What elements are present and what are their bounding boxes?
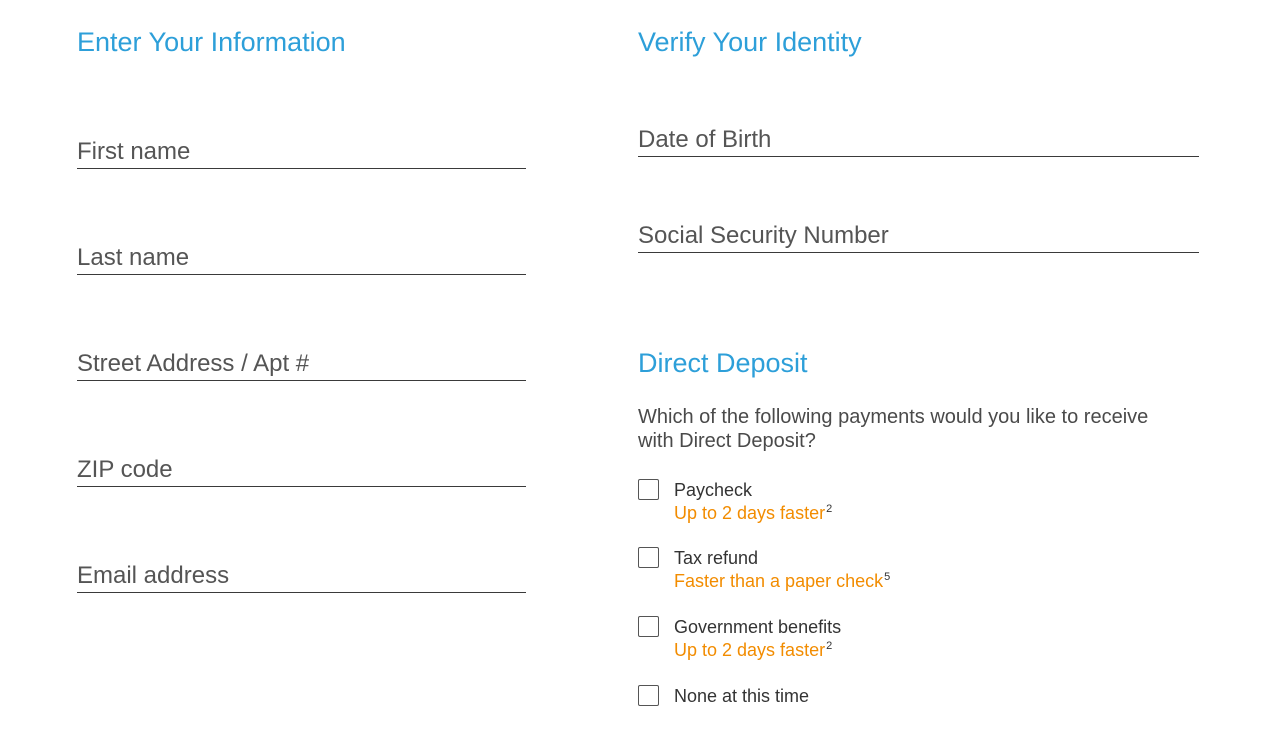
- date-of-birth-label: Date of Birth: [638, 126, 772, 153]
- zip-code-input[interactable]: [77, 443, 526, 487]
- last-name-field[interactable]: [77, 231, 526, 275]
- tax-refund-note: [674, 570, 890, 592]
- first-name-field[interactable]: [77, 125, 526, 169]
- government-benefits-checkbox[interactable]: [638, 616, 659, 637]
- verify-identity-title: Verify Your Identity: [638, 27, 862, 57]
- tax-refund-checkbox[interactable]: [638, 547, 659, 568]
- government-benefits-note-text: Up to 2 days faster: [674, 640, 826, 660]
- option-none-at-this-time[interactable]: [638, 685, 1038, 709]
- paycheck-footnote: 2: [826, 503, 833, 515]
- email-address-field[interactable]: [77, 549, 526, 593]
- paycheck-note-text: Up to 2 days faster: [674, 503, 826, 523]
- ssn-field[interactable]: [638, 209, 1199, 253]
- enter-information-title: Enter Your Information: [77, 27, 346, 57]
- tax-refund-note-text: Faster than a paper check: [674, 571, 884, 591]
- date-of-birth-field[interactable]: [638, 113, 1199, 157]
- street-address-field[interactable]: [77, 337, 526, 381]
- last-name-input[interactable]: [77, 231, 526, 275]
- street-address-input[interactable]: [77, 337, 526, 381]
- zip-code-field[interactable]: [77, 443, 526, 487]
- direct-deposit-title: Direct Deposit: [638, 348, 808, 378]
- paycheck-checkbox[interactable]: [638, 479, 659, 500]
- ssn-label: Social Security Number: [638, 222, 889, 249]
- option-government-benefits[interactable]: [638, 616, 1038, 664]
- government-benefits-note: [674, 639, 832, 661]
- last-name-label: Last name: [77, 244, 190, 271]
- first-name-label: First name: [77, 138, 191, 165]
- government-benefits-label: Government benefits: [674, 617, 842, 637]
- first-name-input[interactable]: [77, 125, 526, 169]
- zip-code-label: ZIP code: [77, 456, 173, 483]
- paycheck-label: Paycheck: [674, 480, 753, 500]
- option-paycheck[interactable]: [638, 479, 1038, 527]
- email-address-input[interactable]: [77, 549, 526, 593]
- date-of-birth-input[interactable]: [638, 113, 1199, 157]
- none-at-this-time-checkbox[interactable]: [638, 685, 659, 706]
- ssn-input[interactable]: [638, 209, 1199, 253]
- tax-refund-footnote: 5: [884, 571, 891, 583]
- none-at-this-time-label: None at this time: [674, 686, 810, 706]
- tax-refund-label: Tax refund: [674, 548, 759, 568]
- email-address-label: Email address: [77, 562, 230, 589]
- paycheck-note: [674, 502, 832, 524]
- government-benefits-footnote: 2: [826, 640, 833, 652]
- direct-deposit-question: Which of the following payments would you like to receive with Direct Deposit?: [638, 406, 1149, 452]
- street-address-label: Street Address / Apt #: [77, 350, 310, 377]
- option-tax-refund[interactable]: [638, 547, 1038, 595]
